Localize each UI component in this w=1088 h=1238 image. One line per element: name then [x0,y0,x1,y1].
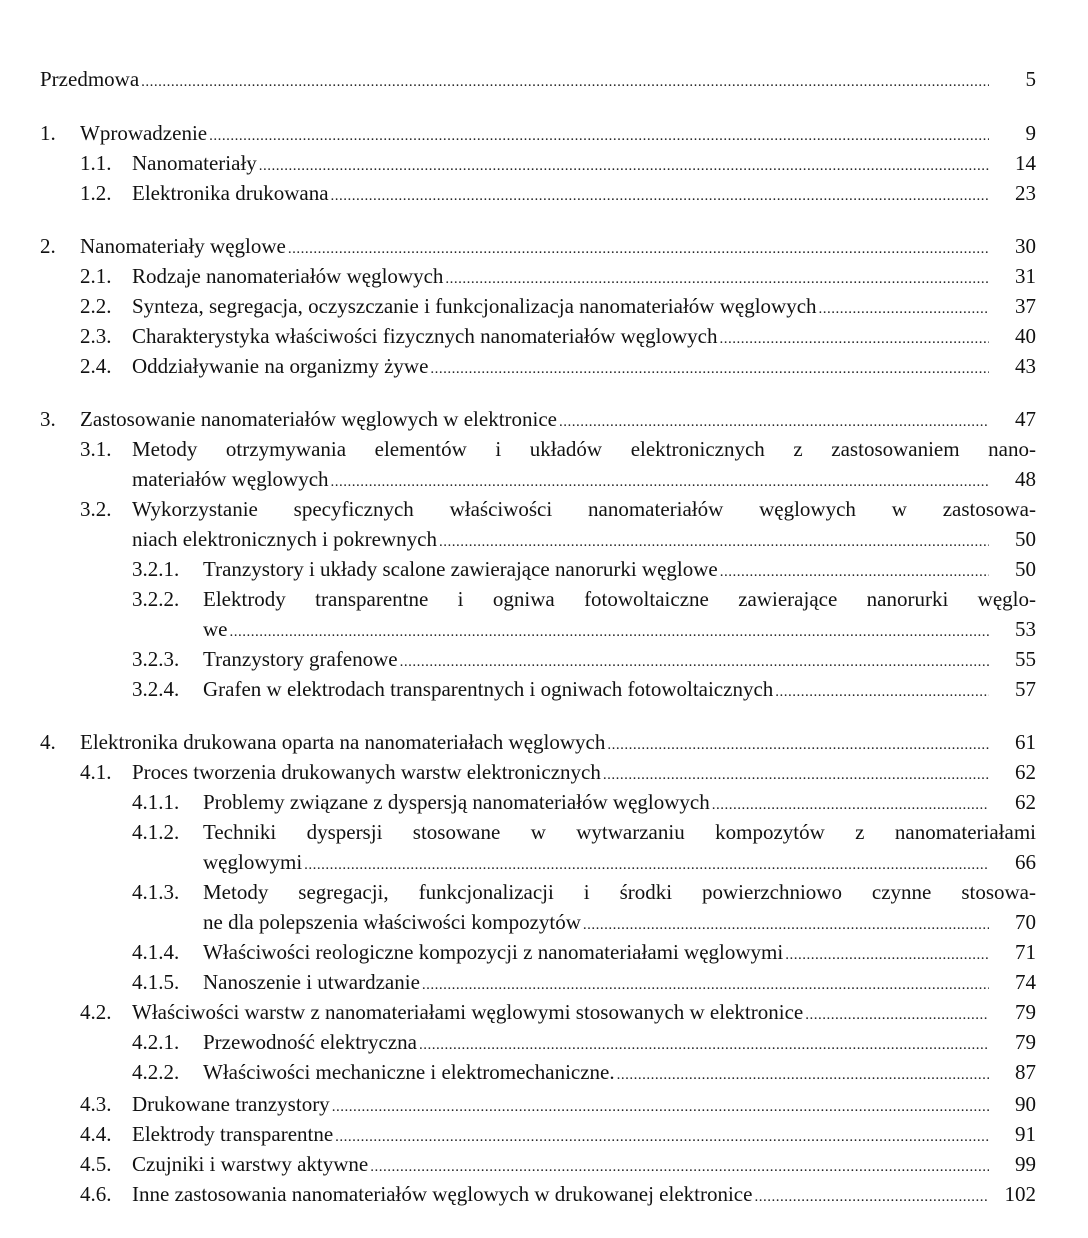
toc-entry-number: 1.1. [80,151,112,175]
dot-leader [583,910,989,940]
toc-page-number: 40 [1015,324,1036,348]
toc-entry-title: Właściwości mechaniczne i elektromechaniczne. [203,1060,615,1084]
toc-entry-title: Grafen w elektrodach transparentnych i ogniwach fotowoltaicznych [203,677,774,701]
toc-entry-number: 4.1.5. [132,970,180,994]
toc-entry-line [0,614,1088,644]
toc-entry-title: Inne zastosowania nanomateriałów węglowych w drukowanej elektronice [132,1182,753,1206]
toc-page-number: 55 [1015,647,1036,671]
toc-entry-title: Tranzystory grafenowe [203,647,398,671]
toc-entry-line [0,524,1088,554]
toc-page-number: 62 [1015,760,1036,784]
toc-page-number: 71 [1015,940,1036,964]
dot-leader [720,557,989,587]
toc-entry-number: 4.3. [80,1092,112,1116]
toc-page-number: 43 [1015,354,1036,378]
toc-entry-number: 3.2.4. [132,677,180,701]
toc-page-number: 74 [1015,970,1036,994]
toc-entry-line [0,907,1088,937]
toc-entry-number: 3.2.1. [132,557,180,581]
toc-entry-title: Proces tworzenia drukowanych warstw elektronicznych [132,760,601,784]
toc-entry-line [0,1149,1088,1179]
toc-entry-title: Elektronika drukowana oparta na nanomateriałach węglowych [80,730,606,754]
dot-leader [430,354,989,384]
toc-entry-number: 4.1.3. [132,880,180,904]
toc-page-number: 9 [1025,121,1036,145]
toc-entry-title: Przedmowa [40,67,140,91]
dot-leader [209,121,989,151]
toc-entry-title: Wprowadzenie [80,121,208,145]
toc-entry-line [0,148,1088,178]
toc-entry-title: Nanomateriały [132,151,257,175]
toc-entry-title: Rodzaje nanomateriałów węglowych [132,264,444,288]
toc-entry-line [0,817,1088,847]
toc-entry-title: węglowymi [203,850,303,874]
toc-entry-line [0,321,1088,351]
toc-entry-number: 4.1. [80,760,112,784]
toc-entry-line [0,1057,1088,1087]
toc-entry-number: 3. [40,407,56,431]
toc-page-number: 57 [1015,677,1036,701]
toc-entry-line [0,118,1088,148]
dot-leader [439,527,989,557]
dot-leader [259,151,989,181]
toc-page-number: 79 [1015,1030,1036,1054]
toc-entry-title: Synteza, segregacja, oczyszczanie i funkcjonalizacja nanomateriałów węglowych [132,294,817,318]
toc-entry-title: Elektrody transparentne [132,1122,334,1146]
toc-entry-line [0,64,1088,94]
toc-page-number: 47 [1015,407,1036,431]
dot-leader [819,294,989,324]
toc-entry-number: 2.2. [80,294,112,318]
toc-entry-number: 4.6. [80,1182,112,1206]
toc-page-number: 5 [1025,67,1036,91]
toc-entry-title: Metody segregacji, funkcjonalizacji i środki powierzchniowo czynne stosowa- [203,880,1036,904]
toc-entry-line [0,644,1088,674]
toc-entry-line [0,727,1088,757]
toc-entry-line [0,877,1088,907]
dot-leader [331,181,989,211]
toc-page-number: 99 [1015,1152,1036,1176]
toc-entry-line [0,997,1088,1027]
toc-entry-title: Nanomateriały węglowe [80,234,286,258]
toc-page-number: 91 [1015,1122,1036,1146]
dot-leader [370,1152,989,1182]
toc-entry-line [0,674,1088,704]
toc-entry-title: Właściwości reologiczne kompozycji z nanomateriałami węglowymi [203,940,784,964]
dot-leader [607,730,989,760]
toc-entry-number: 2.4. [80,354,112,378]
toc-entry-number: 4.4. [80,1122,112,1146]
toc-page-number: 102 [1004,1182,1036,1206]
toc-entry-title: Techniki dyspersji stosowane w wytwarzaniu kompozytów z nanomateriałami [203,820,1036,844]
toc-entry-number: 1. [40,121,56,145]
toc-entry-number: 4.1.2. [132,820,180,844]
toc-entry-title: Oddziaływanie na organizmy żywe [132,354,429,378]
toc-entry-title: ne dla polepszenia właściwości kompozytów [203,910,581,934]
toc-entry-number: 2.1. [80,264,112,288]
dot-leader [719,324,989,354]
toc-page-number: 30 [1015,234,1036,258]
dot-leader [805,1000,989,1030]
toc-entry-number: 4.2.1. [132,1030,180,1054]
dot-leader [445,264,989,294]
toc-page-number: 62 [1015,790,1036,814]
toc-page-number: 87 [1015,1060,1036,1084]
toc-entry-title: Zastosowanie nanomateriałów węglowych w elektronice [80,407,558,431]
toc-entry-line [0,1179,1088,1209]
toc-entry-number: 2.3. [80,324,112,348]
toc-entry-title: Problemy związane z dyspersją nanomateriałów węglowych [203,790,710,814]
toc-entry-title: Drukowane tranzystory [132,1092,330,1116]
dot-leader [288,234,989,264]
toc-entry-line [0,967,1088,997]
dot-leader [400,647,989,677]
toc-page-number: 50 [1015,527,1036,551]
toc-entry-line [0,494,1088,524]
toc-entry-line [0,787,1088,817]
toc-entry-number: 4.5. [80,1152,112,1176]
dot-leader [422,970,989,1000]
toc-entry-title: niach elektronicznych i pokrewnych [132,527,437,551]
toc-entry-line [0,584,1088,614]
toc-entry-number: 4.2. [80,1000,112,1024]
toc-entry-line [0,261,1088,291]
toc-entry-title: we [203,617,228,641]
toc-entry-number: 1.2. [80,181,112,205]
toc-entry-line [0,464,1088,494]
toc-page-number: 90 [1015,1092,1036,1116]
toc-entry-number: 3.2.3. [132,647,180,671]
toc-entry-line [0,1089,1088,1119]
toc-entry-number: 2. [40,234,56,258]
toc-page-number: 53 [1015,617,1036,641]
toc-entry-title: Charakterystyka właściwości fizycznych nanomateriałów węglowych [132,324,718,348]
toc-entry-line [0,434,1088,464]
toc-entry-title: Elektronika drukowana [132,181,329,205]
dot-leader [754,1182,989,1212]
dot-leader [617,1060,989,1090]
dot-leader [785,940,989,970]
toc-page-number: 66 [1015,850,1036,874]
toc-entry-title: Nanoszenie i utwardzanie [203,970,420,994]
toc-page-number: 37 [1015,294,1036,318]
dot-leader [331,467,989,497]
toc-page-number: 48 [1015,467,1036,491]
toc-page-number: 61 [1015,730,1036,754]
toc-page-number: 79 [1015,1000,1036,1024]
toc-entry-line [0,351,1088,381]
toc-entry-title: Metody otrzymywania elementów i układów elektronicznych z zastosowaniem nano- [132,437,1036,461]
toc-entry-title: Czujniki i warstwy aktywne [132,1152,369,1176]
toc-page-number: 23 [1015,181,1036,205]
toc-entry-line [0,937,1088,967]
toc-entry-line [0,1119,1088,1149]
toc-entry-line [0,1027,1088,1057]
toc-page-number: 50 [1015,557,1036,581]
toc-entry-line [0,178,1088,208]
dot-leader [559,407,989,437]
toc-entry-title: Właściwości warstw z nanomateriałami węglowymi stosowanych w elektronice [132,1000,804,1024]
toc-entry-line [0,757,1088,787]
dot-leader [332,1092,989,1122]
dot-leader [603,760,989,790]
toc-entry-number: 4.1.1. [132,790,180,814]
toc-page-number: 14 [1015,151,1036,175]
dot-leader [141,67,989,97]
toc-entry-line [0,231,1088,261]
toc-page-number: 31 [1015,264,1036,288]
toc-entry-number: 4.1.4. [132,940,180,964]
toc-entry-line [0,291,1088,321]
toc-entry-title: Wykorzystanie specyficznych właściwości nanomateriałów węglowych w zastosowa- [132,497,1036,521]
dot-leader [419,1030,989,1060]
toc-entry-line [0,847,1088,877]
toc-page-number: 70 [1015,910,1036,934]
toc-entry-title: Tranzystory i układy scalone zawierające nanorurki węglowe [203,557,718,581]
dot-leader [230,617,990,647]
toc-entry-line [0,404,1088,434]
toc-entry-title: Elektrody transparentne i ogniwa fotowoltaiczne zawierające nanorurki węglo- [203,587,1036,611]
dot-leader [304,850,989,880]
toc-entry-title: Przewodność elektryczna [203,1030,417,1054]
toc-entry-number: 3.2.2. [132,587,180,611]
toc-entry-number: 4. [40,730,56,754]
dot-leader [712,790,989,820]
toc-entry-number: 4.2.2. [132,1060,180,1084]
dot-leader [775,677,989,707]
dot-leader [335,1122,989,1152]
toc-entry-number: 3.1. [80,437,112,461]
toc-entry-number: 3.2. [80,497,112,521]
toc-entry-title: materiałów węglowych [132,467,329,491]
toc-entry-line [0,554,1088,584]
